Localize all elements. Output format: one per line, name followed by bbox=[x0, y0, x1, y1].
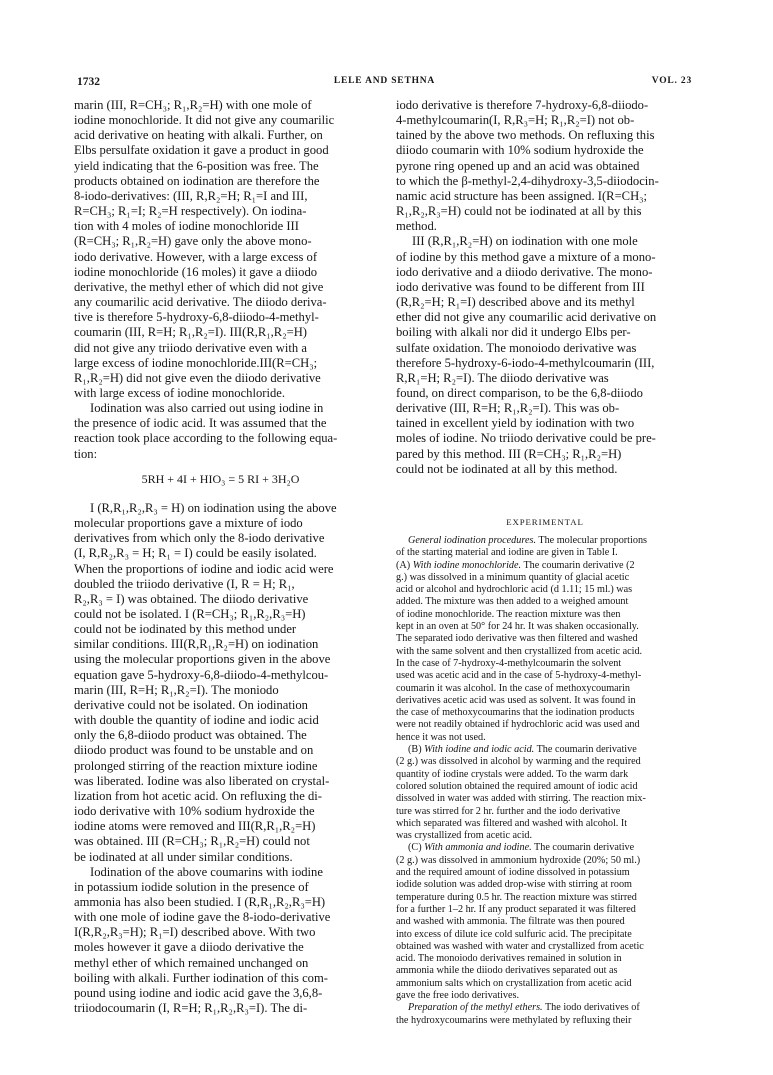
procedure-label: (B) bbox=[408, 744, 425, 756]
right-column-upper bbox=[396, 98, 694, 477]
procedure-title: Preparation of the methyl ethers. bbox=[408, 1002, 543, 1014]
procedure-subtitle: With iodine monochloride. bbox=[412, 559, 522, 571]
procedure-title: With ammonia and iodine. bbox=[424, 842, 532, 854]
procedure-title: General iodination procedures. bbox=[408, 535, 536, 546]
procedure-text: The coumarin derivative (2 g.) was dissolved in a minimum quantity of glacial acetic acid or alcohol and hydrochloric acid (d 1.11; 15 ml.) was added. The mixture was then added to a weighed amount of iodine monochloride. The reaction mixture was then kept in an oven at 50° for 24 hr. It was shaken occasionally. The separated iodo derivative was then filtered and washed with the same solvent and then crystallized from acetic acid. In the case of 7-hydroxy-4-methylcoumarin the solvent used was acetic acid and in the case of 5-hydroxy-4-methyl- coumarin it was alcohol. In the case of methoxycoumarin derivatives acetic acid was used as solvent. It was found in the case of methoxycoumarins that the iodination products were not readily obtained if hydrochloric acid was used and hence it was not used. bbox=[396, 559, 643, 743]
page-number: 1732 bbox=[77, 76, 100, 88]
paragraph: III (R,R₁,R₂=H) on iodination with one mole of iodine by this method gave a mixture of a mono- iodo derivative and a diiodo derivative. The mono- iodo derivative was found to be different from III (R,R₂=H; R₁=I) described above and its methyl ether did not give any coumarilic acid derivative on boiling with alkali nor did it undergo Elbs per- sulfate oxidation. The monoiodo derivative was therefore 5-hydroxy-6-iodo-4-methylcoumarin (III, R,R₁=H; R₂=I). The diiodo derivative was found, on direct comparison, to be the 6,8-diiodo derivative (III, R=H; R₁,R₂=I). This was ob- tained in excellent yield by iodination with two moles of iodine. No triiodo derivative could be pre- pared by this method. III (R=CH₃; R₁,R₂=H) could not be iodinated at all by this method. bbox=[396, 234, 657, 476]
procedure-paragraph bbox=[396, 535, 694, 744]
procedure-label: (C) bbox=[408, 842, 425, 854]
section-heading: EXPERIMENTAL bbox=[506, 517, 584, 527]
paragraph: I (R,R₁,R₂,R₃ = H) on iodination using the above molecular proportions gave a mixture of iodo derivatives from which only the 8-iodo derivative (I, R,R₂,R₃ = H; R₁ = I) could be easily isolated. When the proportions of iodine and iodic acid were doubled the triiodo derivative (I, R = H; R₁, R₂,R₃ = I) was obtained. The diiodo derivative could not be isolated. I (R=CH₃; R₁,R₂,R₃=H) could not be iodinated by this method under similar conditions. III(R,R₁,R₂=H) on iodination using the molecular proportions given in the above equation gave 5-hydroxy-6,8-diiodo-4-methylcou- marin (III, R=H; R₁,R₂=I). The moniodo derivative could not be isolated. On iodination with double the quantity of iodine and iodic acid only the 6,8-diiodo product was obtained. The diiodo product was found to be unstable and on prolonged stirring of the reaction mixture iodine was liberated. Iodine was also liberated on crystal- lization from hot acetic acid. On refluxing the di- iodo derivative with 10% sodium hydroxide the iodine atoms were removed and III(R,R₁,R₂=H) was obtained. III (R=CH₃; R₁,R₂=H) could not be iodinated at all under similar conditions. bbox=[74, 500, 337, 864]
procedure-text: The coumarin derivative (2 g.) was dissolved in alcohol by warming and the required quantity of iodine crystals were added. To the warm dark colored solution obtained the required amount of iodic acid dissolved in water was added with stirring. The reaction mix- ture was stirred for 2 hr. further and the iodo derivative which separated was filtered and washed with alcohol. It was crystallized from acetic acid. bbox=[396, 744, 646, 842]
procedure-paragraph bbox=[396, 1002, 694, 1027]
paragraph: Iodination of the above coumarins with iodine in potassium iodide solution in the presence of ammonia has also been studied. I (R,R₁,R₂,R₃=H) with one mole of iodine gave the 8-iodo-derivative I(R,R₂,R₃=H); R₁=I) described above. With two moles however it gave a diiodo derivative the methyl ether of which remained unchanged on boiling with alkali. Further iodination of this com- pound using iodine and iodic acid gave the 3,6,8- triiodocoumarin (I, R=H; R₁,R₂,R₃=I). The di- bbox=[74, 864, 331, 1016]
paragraph: iodo derivative is therefore 7-hydroxy-6,8-diiodo- 4-methylcoumarin(I, R,R₃=H; R₁,R₂=I) not ob- tained by the above two methods. On refluxing this diiodo coumarin with 10% sodium hydroxide the pyrone ring opened up and an acid was obtained to which the β-methyl-2,4-dihydroxy-3,5-diiodocin- namic acid structure has been assigned. I(R=CH₃; R₁,R₂,R₃=H) could not be iodinated at all by this method. bbox=[396, 98, 659, 234]
experimental-section bbox=[396, 517, 694, 1027]
reaction-equation: 5RH + 4I + HIO₃ = 5 RI + 3H₂O bbox=[141, 471, 300, 486]
volume-label: VOL. 23 bbox=[651, 76, 692, 86]
paragraph: Iodination was also carried out using iodine in the presence of iodic acid. It was assumed that the reaction took place according to the following equa- tion: bbox=[74, 401, 338, 461]
left-column bbox=[74, 98, 367, 1016]
procedure-title: With iodine and iodic acid. bbox=[424, 744, 535, 756]
procedure-text: The iodo derivatives of the hydroxycoumarins were methylated by refluxing their bbox=[396, 1002, 640, 1026]
paragraph: marin (III, R=CH₃; R₁,R₂=H) with one mole of iodine monochloride. It did not give any coumarilic acid derivative on heating with alkali. Further, on Elbs persulfate oxidation it gave a product in good yield indicating that the 6-position was free. The products obtained on iodination are therefore the 8-iodo-derivatives: (III, R,R₂=H; R₁=I and III, R=CH₃; R₁=I; R₂=H respectively). On iodina- tion with 4 moles of iodine monochloride III (R=CH₃; R₁,R₂=H) gave only the above mono- iodo derivative. However, with a large excess of iodine monochloride (16 moles) it gave a diiodo derivative, the methyl ether of which did not give any coumarilic acid derivative. The diiodo deriva- tive is therefore 5-hydroxy-6,8-diiodo-4-methyl- coumarin (III, R=H; R₁,R₂=I). III(R,R₁,R₂=H) did not give any triiodo derivative even with a large excess of iodine monochloride.III(R=CH₃; R₁,R₂=H) did not give even the diiodo derivative with large excess of iodine monochloride. bbox=[74, 98, 335, 400]
procedure-paragraph bbox=[396, 842, 694, 1002]
running-header bbox=[77, 76, 692, 92]
procedure-text: The molecular proportions of the starting material and iodine are given in Table I. (A) bbox=[396, 535, 647, 571]
procedure-text: The coumarin derivative (2 g.) was dissolved in ammonium hydroxide (20%; 50 ml.) and the required amount of iodine dissolved in potassium iodide solution was added drop-wise with stirring at room temperature during 0.5 hr. The reaction mixture was stirred for a further 1–2 hr. If any product separated it was filtered and washed with ammonia. The filtrate was then poured into excess of dilute ice cold sulfuric acid. The precipitate obtained was washed with water and crystallized from acetic acid. The monoiodo derivatives remained in solution in ammonia while the diiodo derivatives separated out as ammonium salts which on crystallization from acetic acid gave the free iodo derivatives. bbox=[396, 842, 644, 1001]
procedure-paragraph bbox=[396, 744, 694, 842]
running-title: LELE AND SETHNA bbox=[333, 76, 436, 86]
